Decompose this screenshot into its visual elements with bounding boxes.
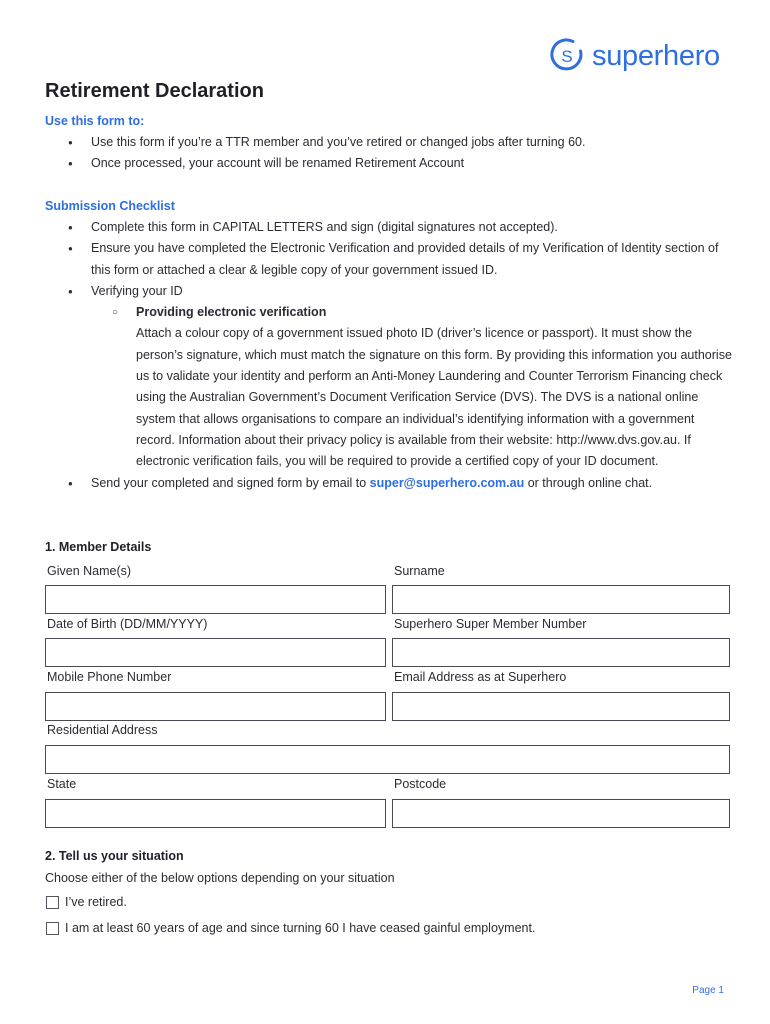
superhero-logo — [550, 34, 720, 78]
dob-label: Date of Birth (DD/MM/YYYY) — [47, 617, 208, 631]
state-field[interactable] — [45, 799, 386, 828]
list-item — [45, 281, 735, 473]
superhero-logo-icon — [550, 37, 584, 75]
send-form-text-end: or through online chat. — [524, 475, 653, 490]
mobile-field[interactable] — [45, 692, 386, 721]
option-retired[interactable] — [46, 895, 127, 909]
option-ceased-employment-label: I am at least 60 years of age and since turning 60 I have ceased gainful employment. — [65, 921, 536, 935]
surname-label: Surname — [394, 564, 445, 578]
list-item — [91, 302, 735, 472]
brand-name: superhero — [592, 39, 720, 72]
email-label: Email Address as at Superhero — [394, 670, 567, 684]
situation-heading: 2. Tell us your situation — [45, 849, 184, 863]
list-item — [45, 473, 735, 494]
address-field[interactable] — [45, 745, 730, 774]
checklist-list — [45, 217, 735, 494]
ceased-employment-checkbox[interactable] — [46, 922, 59, 935]
address-label: Residential Address — [47, 723, 158, 737]
electronic-verification-text: Attach a colour copy of a government issued photo ID (driver’s licence or passport). It must show the person’s signature, which must match the signature on this form. By providing this information you authorise us to validate your identity and perform an Anti-Money Laundering and Counter Terrorism Financing check using the Australian Government’s Document Verification Service (DVS). The DVS is a national online system that allows organisations to compare an individual’s identifying information with a government record. Information about their privacy policy is available from their website: http://www.dvs.gov.au. If electronic verification fails, you will be required to provide a certified copy of your ID document. — [136, 326, 732, 469]
option-retired-label: I’ve retired. — [65, 895, 127, 909]
list-item: ● Use this form if you’re a TTR member and you’ve retired or changed jobs after turning 60. — [45, 132, 735, 153]
member-number-label: Superhero Super Member Number — [394, 617, 587, 631]
verify-id-label: Verifying your ID — [91, 283, 183, 298]
logo-mark-letter: S — [561, 47, 573, 66]
email-field[interactable] — [392, 692, 730, 721]
retired-checkbox[interactable] — [46, 896, 59, 909]
state-label: State — [47, 777, 77, 791]
verify-id-sublist — [91, 302, 735, 472]
postcode-field[interactable] — [392, 799, 730, 828]
given-names-field[interactable] — [45, 585, 386, 614]
send-form-text: Send your completed and signed form by email to — [91, 475, 370, 490]
situation-instruction: Choose either of the below options depending on your situation — [45, 871, 395, 885]
dob-field[interactable] — [45, 638, 386, 667]
list-item: ● Complete this form in CAPITAL LETTERS and sign (digital signatures not accepted). — [45, 217, 735, 238]
page-number: Page 1 — [692, 985, 724, 996]
electronic-verification-title: ○ Providing electronic verification — [136, 305, 327, 320]
member-details-heading: 1. Member Details — [45, 540, 152, 554]
postcode-label: Postcode — [394, 777, 447, 791]
email-link[interactable]: super@superhero.com.au — [369, 475, 525, 490]
page-title: Retirement Declaration — [45, 80, 264, 102]
use-form-list — [45, 132, 735, 175]
member-number-field[interactable] — [392, 638, 730, 667]
given-names-label: Given Name(s) — [47, 564, 132, 578]
surname-field[interactable] — [392, 585, 730, 614]
mobile-label: Mobile Phone Number — [47, 670, 172, 684]
list-item: ● Once processed, your account will be renamed Retirement Account — [45, 153, 735, 174]
use-form-heading: Use this form to: — [45, 114, 145, 128]
checklist-heading: Submission Checklist — [45, 199, 175, 213]
list-item: ● Ensure you have completed the Electronic Verification and provided details of my Verification of Identity section of this form or attached a clear & legible copy of your government issued ID. — [45, 238, 735, 281]
option-ceased-employment[interactable] — [46, 921, 535, 935]
